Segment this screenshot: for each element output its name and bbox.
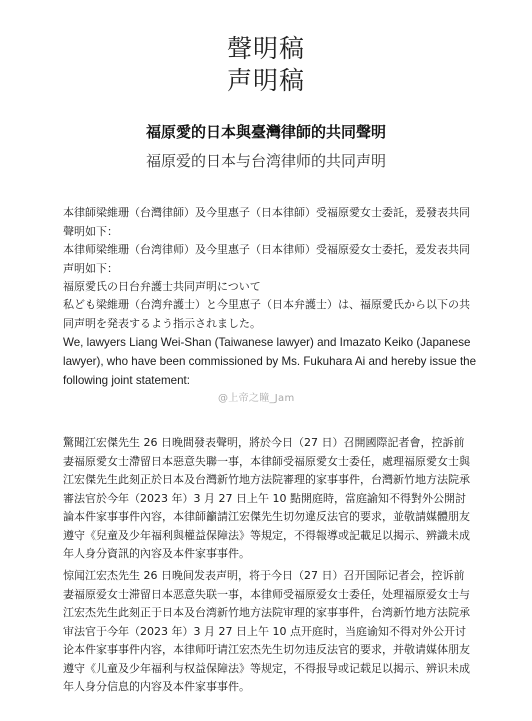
intro-japanese-heading: 福原愛氏の日台弁護士共同声明について bbox=[63, 280, 261, 293]
intro-english: We, lawyers Liang Wei-Shan (Taiwanese lawyer) and Imazato Keiko (Japanese lawyer), who have been commissioned by Ms. Fukuhara Ai and hereby issue the following joint statement: bbox=[63, 336, 477, 387]
subtitle-traditional: 福原愛的日本與臺灣律師的共同聲明 bbox=[145, 123, 386, 141]
title-simplified: 声明稿 bbox=[226, 66, 305, 95]
intro-traditional: 本律師梁維珊（台灣律師）及今里惠子（日本律師）受福原愛女士委託，爰發表共同聲明如下： bbox=[63, 206, 470, 238]
intro-japanese: 私ども梁維珊（台湾弁護士）と今里恵子（日本弁護士）は、福原愛氏から以下の共同声明を発表するよう指示されました。 bbox=[63, 298, 470, 330]
subtitle-simplified: 福原爱的日本与台湾律师的共同声明 bbox=[145, 152, 386, 170]
title-traditional: 聲明稿 bbox=[226, 34, 305, 63]
watermark: @上帝之瞳_Jam bbox=[218, 393, 295, 404]
body-simplified: 惊闻江宏杰先生 26 日晚间发表声明，将于今日（27 日）召开国际记者会，控诉前妻福原爱女士滞留日本恶意失联一事，本律师受福原爱女士委任，处理福原爱女士与江宏杰先生此刻正于日本及台湾新竹地方法院审理的家事事件，台湾新竹地方法院承审法官于今年（2023 年）3 月 27 日上午 10 点开庭时，当庭谕知不得对外公开讨论本件家事事件内容，本律师吁请江宏杰先生切勿违反法官的要求，并敬请媒体朋友遵守《儿童及少年福利与权益保障法》等规定，不得报导或记载足以揭示、辨识未成年人身分信息的内容及本件家事事件。 bbox=[63, 569, 470, 693]
body-traditional: 驚聞江宏傑先生 26 日晚間發表聲明，將於今日（27 日）召開國際記者會，控訴前妻福原愛女士滯留日本惡意失聯一事，本律師受福原愛女士委任，處理福原愛女士與江宏傑先生此刻正於日本及台灣新竹地方法院審理的家事事件，台灣新竹地方法院承審法官於今年（2023 年）3 月 27 日上午 10 點開庭時，當庭諭知不得對外公開討論本件家事事件內容，本律師籲請江宏傑先生切勿違反法官的要求，並敬請媒體朋友遵守《兒童及少年福利與權益保障法》等規定，不得報導或記載足以揭示、辨識未成年人身分資訊的內容及本件家事事件。 bbox=[63, 436, 470, 560]
intro-simplified: 本律师梁维珊（台湾律师）及今里惠子（日本律师）受福原爱女士委托，爰发表共同声明如下： bbox=[63, 243, 470, 275]
